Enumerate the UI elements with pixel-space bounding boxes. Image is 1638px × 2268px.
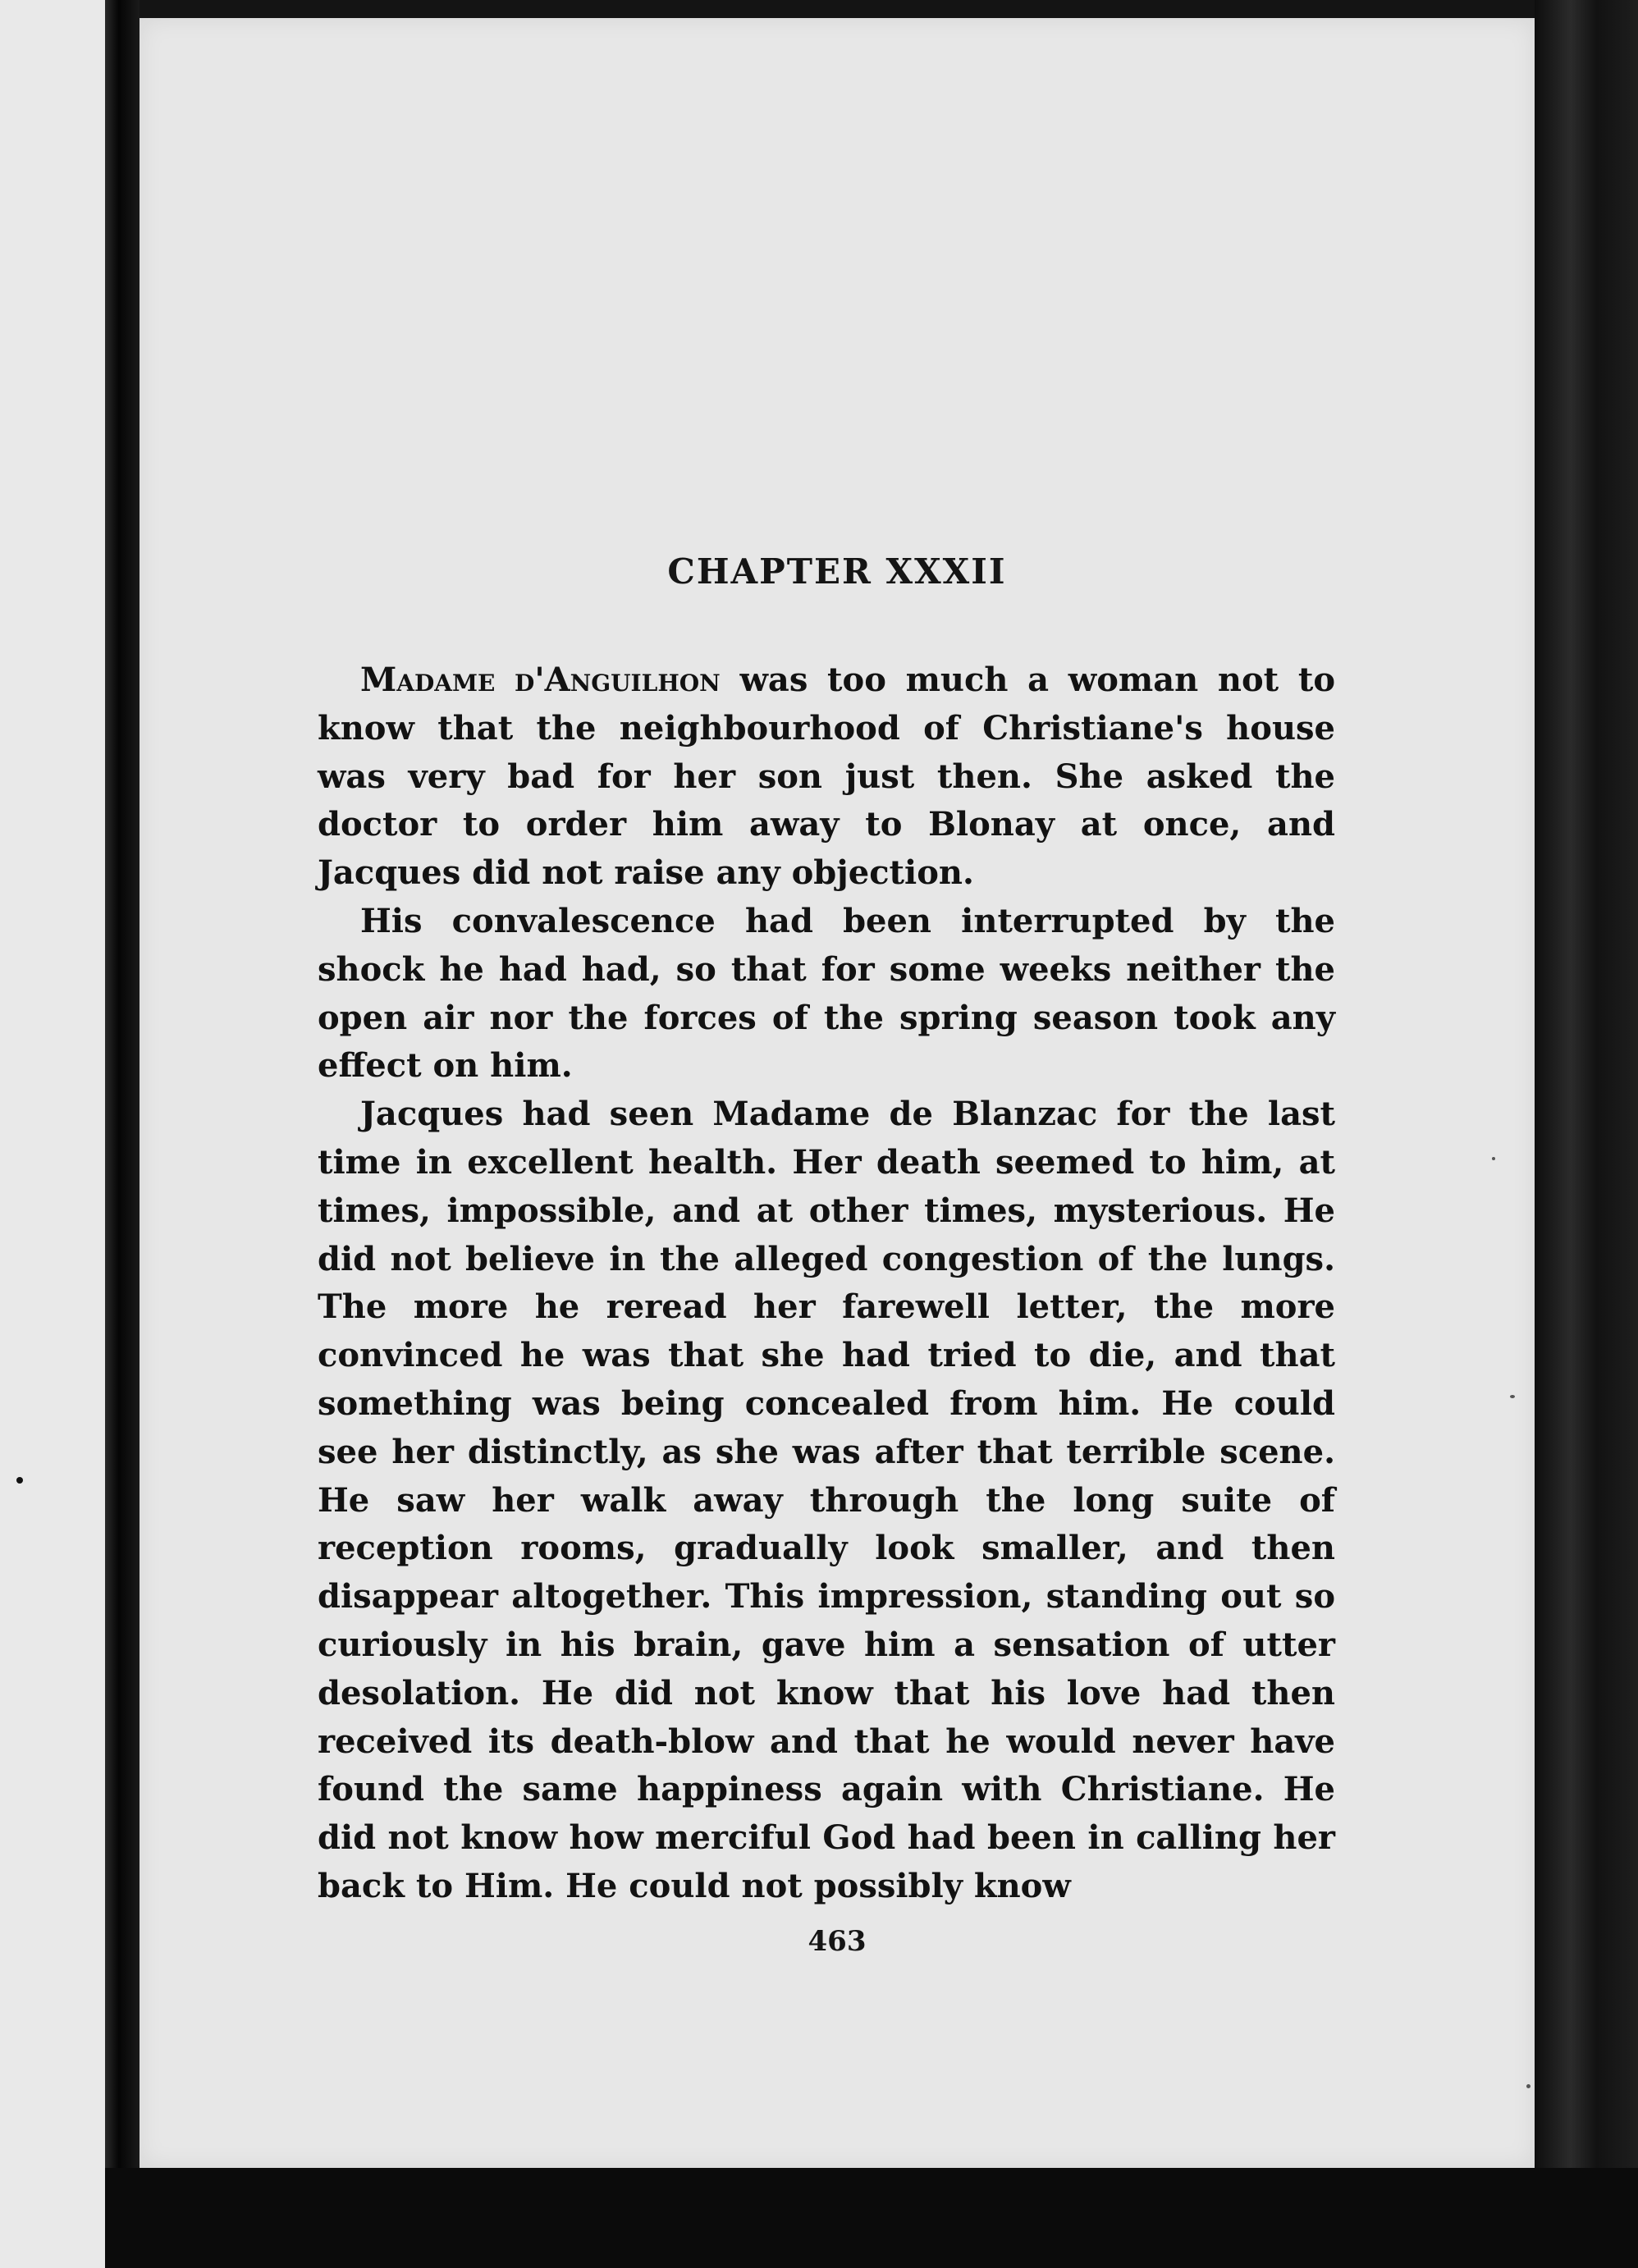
paragraph: Jacques had seen Madame de Blanzac for the last time in excellent health. Her death seemed to him, at times, impossible, and at other times, mysterious. He did not believe in the alleged congestion of the lungs. The more he reread her farewell letter, the more convinced he was that she had tried to die, and that something was being concealed from him. He could see her distinctly, as she was after that terrible scene. He saw her walk away through the long suite of reception rooms, gradually look smaller, and then disappear altogether. This impression, standing out so curiously in his brain, gave him a sensation of utter desolation. He did not know that his love had then received its death-blow and that he would never have found the same happiness again with Christiane. He did not know how merciful God had been in calling her back to Him. He could not possibly know xyxy=(318,1095,1335,1905)
paragraph-text: was too much a woman not to know that the neighbourhood of Christiane's house was very bad for her son just then. She asked the doctor to order him away to Blonay at once, and Jacques did not raise any objection. xyxy=(318,661,1336,893)
paragraph-lead: Madame d'Anguilhon xyxy=(360,661,721,699)
chapter-title: CHAPTER XXXII xyxy=(667,551,1007,592)
dust-speck xyxy=(1492,1157,1495,1160)
page-number: 463 xyxy=(808,1925,867,1958)
paragraph xyxy=(318,656,1335,898)
ink-speck xyxy=(16,1477,23,1484)
previous-page-edge xyxy=(0,0,105,2268)
dust-speck xyxy=(1526,2084,1530,2088)
paragraph: His convalescence had been interrupted by the shock he had had, so that for some weeks neither the open air nor the forces of the spring season took any effect on him. xyxy=(318,901,1335,1086)
book-bottom-edge xyxy=(105,2168,1638,2268)
body-text xyxy=(318,656,1335,1911)
dust-speck xyxy=(1510,1395,1515,1398)
book-right-edge xyxy=(1535,0,1638,2268)
book-gutter xyxy=(105,0,140,2268)
